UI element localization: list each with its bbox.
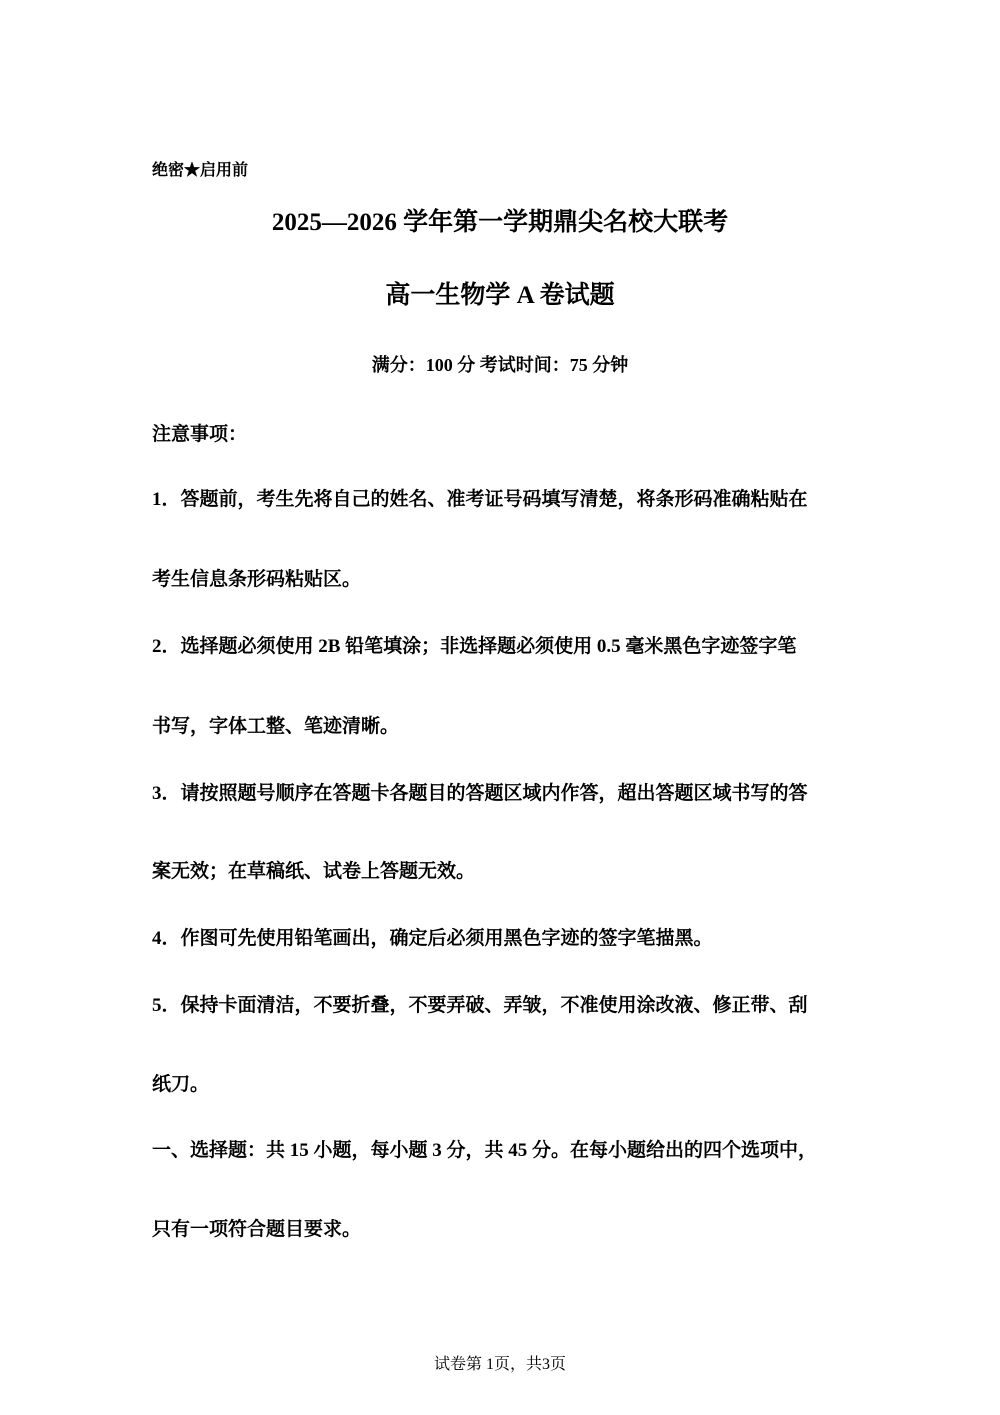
notice-line: 纸刀。 <box>152 1074 210 1095</box>
notice-line: 书写，字体工整、笔迹清晰。 <box>152 716 400 737</box>
notice-heading: 注意事项： <box>152 424 248 445</box>
section-heading-line: 只有一项符合题目要求。 <box>152 1219 362 1240</box>
page-footer: 试卷第 1页，共3页 <box>433 1356 566 1373</box>
notice-line: 考生信息条形码粘贴区。 <box>152 569 362 590</box>
exam-subtitle: 高一生物学 A 卷试题 <box>385 282 615 309</box>
notice-line: 3．请按照题号顺序在答题卡各题目的答题区域内作答，超出答题区域书写的答 <box>152 783 808 804</box>
notice-line: 5．保持卡面清洁，不要折叠，不要弄破、弄皱，不准使用涂改液、修正带、刮 <box>152 995 808 1016</box>
section-heading-line: 一、选择题：共 15 小题，每小题 3 分，共 45 分。在每小题给出的四个选项中， <box>152 1140 818 1161</box>
exam-meta: 满分：100 分 考试时间：75 分钟 <box>371 355 629 375</box>
notice-line: 2．选择题必须使用 2B 铅笔填涂；非选择题必须使用 0.5 毫米黑色字迹签字笔 <box>152 636 797 657</box>
secret-mark: 绝密★启用前 <box>152 162 249 179</box>
notice-line: 案无效；在草稿纸、试卷上答题无效。 <box>152 861 476 882</box>
exam-title: 2025—2026 学年第一学期鼎尖名校大联考 <box>271 209 729 236</box>
notice-line: 4．作图可先使用铅笔画出，确定后必须用黑色字迹的签字笔描黑。 <box>152 928 713 949</box>
notice-line: 1．答题前，考生先将自己的姓名、准考证号码填写清楚，将条形码准确粘贴在 <box>152 489 808 510</box>
